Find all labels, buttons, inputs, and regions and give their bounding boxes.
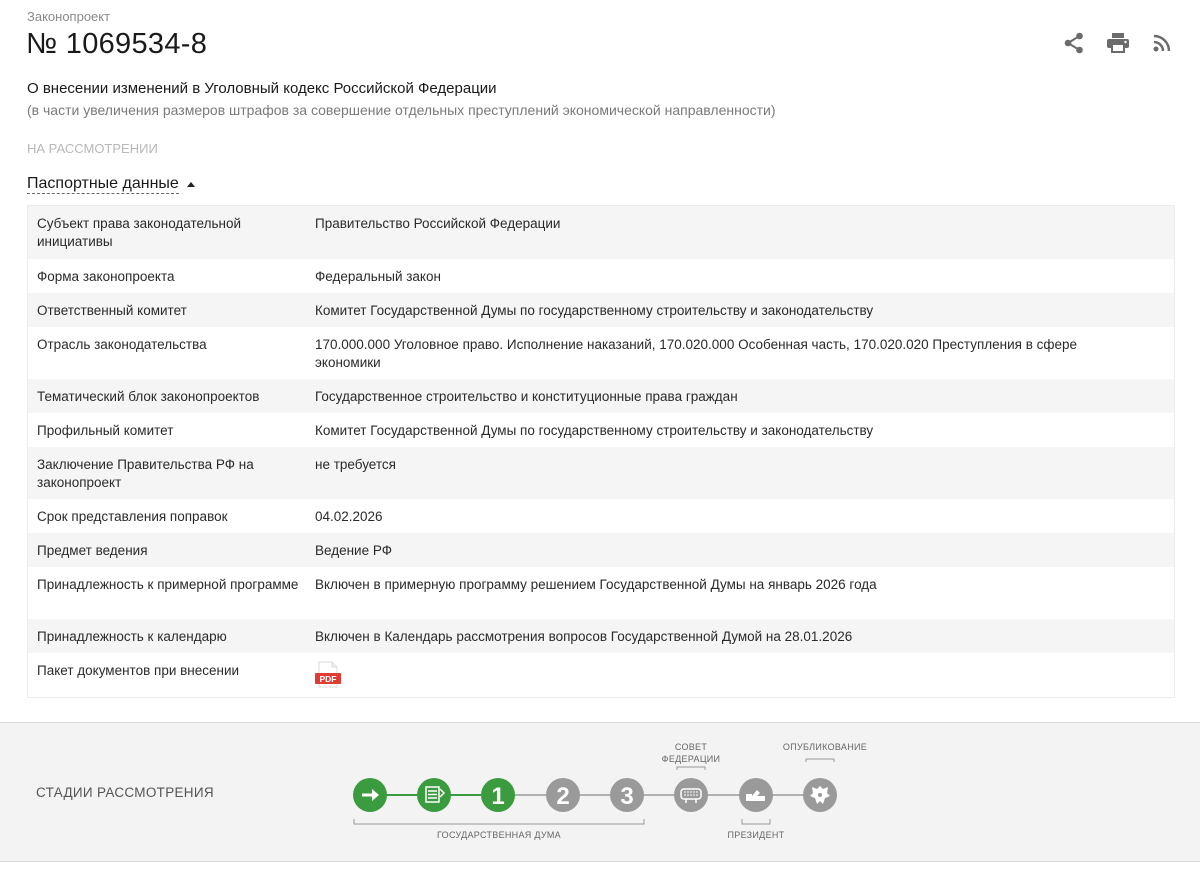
stage-number: 2 xyxy=(556,783,570,810)
row-key: Профильный комитет xyxy=(37,423,174,438)
table-row xyxy=(28,619,1174,653)
row-value: Комитет Государственной Думы по государственному строительству и законодательству xyxy=(315,423,874,438)
row-key: Принадлежность к календарю xyxy=(37,629,227,644)
publication-label: ОПУБЛИКОВАНИЕ xyxy=(782,742,868,752)
status-label: НА РАССМОТРЕНИИ xyxy=(27,141,158,156)
stage-number: 1 xyxy=(491,783,505,810)
stage-reading-1[interactable] xyxy=(481,778,515,812)
table-row xyxy=(28,567,1174,619)
row-key: Тематический блок законопроектов xyxy=(37,389,260,404)
row-value: не требуется xyxy=(315,457,396,472)
table-row xyxy=(28,653,1174,697)
president-label: ПРЕЗИДЕНТ xyxy=(727,830,785,840)
stage-number: 3 xyxy=(620,783,634,810)
council-bracket xyxy=(677,767,705,770)
row-value: Ведение РФ xyxy=(315,543,392,558)
row-key: Срок представления поправок xyxy=(37,509,228,524)
duma-bracket xyxy=(354,819,644,824)
table-row xyxy=(28,293,1174,327)
share-button[interactable] xyxy=(1062,31,1086,55)
action-toolbar xyxy=(1062,31,1174,55)
row-value: 170.000.000 Уголовное право. Исполнение наказаний, 170.020.000 Особенная часть, 170.020.020 Преступления в сфере экономики xyxy=(315,337,1077,370)
row-value: Федеральный закон xyxy=(315,269,441,284)
stage-reading-3[interactable] xyxy=(610,778,644,812)
row-value: 04.02.2026 xyxy=(315,509,383,524)
row-key: Пакет документов при внесении xyxy=(37,663,240,678)
pdf-file-link[interactable] xyxy=(315,661,341,689)
passport-toggle-label: Паспортные данные xyxy=(27,175,179,192)
duma-label: ГОСУДАРСТВЕННАЯ ДУМА xyxy=(436,830,562,840)
pdf-icon xyxy=(315,661,341,689)
rss-button[interactable] xyxy=(1150,31,1174,55)
table-row xyxy=(28,533,1174,567)
bill-subtitle: (в части увеличения размеров штрафов за совершение отдельных преступлений экономической направленности) xyxy=(27,102,776,118)
caret-up-icon xyxy=(187,182,195,187)
table-row xyxy=(28,327,1174,379)
table-row xyxy=(28,499,1174,533)
bill-number: № 1069534-8 xyxy=(26,28,208,60)
stage-federation-council[interactable] xyxy=(674,778,708,812)
publication-bracket xyxy=(806,759,834,762)
print-icon xyxy=(1107,33,1129,53)
stage-introduction[interactable] xyxy=(353,778,387,812)
row-value: Государственное строительство и конституционные права граждан xyxy=(315,389,738,404)
passport-toggle[interactable] xyxy=(27,174,195,194)
share-icon xyxy=(1064,32,1084,54)
row-key: Субъект права законодательной инициативы xyxy=(37,216,242,249)
stages-panel xyxy=(0,722,1200,862)
table-row xyxy=(28,206,1174,259)
pdf-icon-label: PDF xyxy=(319,674,337,684)
rss-icon xyxy=(1153,34,1171,52)
table-row xyxy=(28,413,1174,447)
table-row xyxy=(28,259,1174,293)
council-label-line1: СОВЕТ xyxy=(674,742,708,752)
stages-title: СТАДИИ РАССМОТРЕНИЯ xyxy=(36,785,214,800)
row-key: Форма законопроекта xyxy=(37,269,175,284)
row-value: Включен в Календарь рассмотрения вопросов Государственной Думой на 28.01.2026 xyxy=(315,629,853,644)
stage-reading-2[interactable] xyxy=(546,778,580,812)
row-value: Правительство Российской Федерации xyxy=(315,216,561,231)
table-row xyxy=(28,447,1174,499)
row-key: Ответственный комитет xyxy=(37,303,187,318)
row-key: Отрасль законодательства xyxy=(37,337,207,352)
council-label-line2: ФЕДЕРАЦИИ xyxy=(661,754,721,764)
president-bracket xyxy=(742,819,770,824)
stages-diagram xyxy=(0,723,1200,863)
table-row xyxy=(28,379,1174,413)
row-value: Комитет Государственной Думы по государственному строительству и законодательству xyxy=(315,303,874,318)
passport-table xyxy=(27,205,1175,698)
row-key: Предмет ведения xyxy=(37,543,148,558)
document-type-label: Законопроект xyxy=(27,9,111,24)
bill-title: О внесении изменений в Уголовный кодекс Российской Федерации xyxy=(27,80,497,97)
row-key: Принадлежность к примерной программе xyxy=(37,577,299,592)
stage-publication[interactable] xyxy=(803,778,837,812)
row-value xyxy=(315,662,1174,690)
stage-preliminary[interactable] xyxy=(417,778,451,812)
row-key: Заключение Правительства РФ на законопроект xyxy=(37,457,254,490)
row-value: Включен в примерную программу решением Государственной Думы на январь 2026 года xyxy=(315,577,877,592)
stage-president[interactable] xyxy=(739,778,773,812)
print-button[interactable] xyxy=(1106,31,1130,55)
